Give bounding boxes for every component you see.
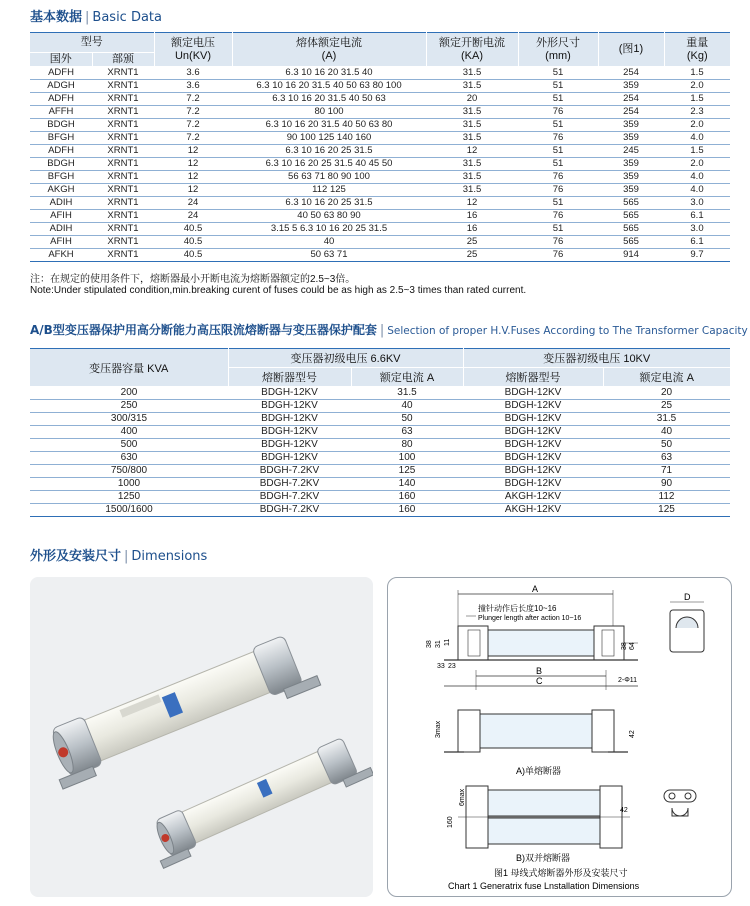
- dim-label-b: B: [536, 666, 543, 676]
- table-cell: BDGH-7.2KV: [228, 465, 351, 478]
- dimensions-title-en: Dimensions: [131, 549, 208, 564]
- table-cell: 125: [603, 504, 730, 517]
- selection-title: A/B型变压器保护用高分断能力高压限流熔断器与变压器保护配套 | Selection of proper H.V.Fuses According to The Transformer Capacity: [30, 323, 748, 338]
- table-cell: AKGH: [30, 184, 92, 197]
- table-cell: 51: [518, 67, 598, 80]
- basic-data-row: [30, 197, 730, 210]
- selection-row: [30, 491, 730, 504]
- table-cell: 40.5: [154, 236, 232, 249]
- selection-table: [30, 348, 730, 517]
- table-cell: 6.3 10 16 20 25 31.5: [232, 145, 426, 158]
- table-cell: 76: [518, 184, 598, 197]
- table-cell: 565: [598, 210, 664, 223]
- fuse-end-view: [670, 602, 704, 652]
- table-cell: 1000: [30, 478, 228, 491]
- table-cell: 6.3 10 16 20 31.5 40 50 63 80 100: [232, 80, 426, 93]
- table-cell: 31.5: [426, 171, 518, 184]
- selection-row: [30, 465, 730, 478]
- single-fuse-drawing: [444, 710, 628, 752]
- table-cell: 25: [426, 236, 518, 249]
- table-cell: 400: [30, 426, 228, 439]
- table-cell: 359: [598, 184, 664, 197]
- table-cell: 40: [603, 426, 730, 439]
- table-cell: 1.5: [664, 145, 730, 158]
- table-cell: ADGH: [30, 80, 92, 93]
- header-model: 型号: [30, 33, 154, 53]
- table-cell: 40: [232, 236, 426, 249]
- table-cell: 31.5: [426, 67, 518, 80]
- table-cell: 1250: [30, 491, 228, 504]
- table-cell: XRNT1: [92, 223, 154, 236]
- basic-data-row: [30, 80, 730, 93]
- basic-data-row: [30, 171, 730, 184]
- table-cell: 12: [154, 158, 232, 171]
- table-cell: 31.5: [603, 413, 730, 426]
- table-cell: 254: [598, 106, 664, 119]
- table-cell: 63: [603, 452, 730, 465]
- header-group-10kv: 变压器初级电压 10KV: [463, 349, 730, 368]
- table-cell: 9.7: [664, 249, 730, 262]
- table-cell: 6.3 10 16 20 25 31.5 40 45 50: [232, 158, 426, 171]
- table-cell: 7.2: [154, 132, 232, 145]
- table-cell: 31.5: [426, 119, 518, 132]
- table-cell: BDGH-12KV: [228, 413, 351, 426]
- table-cell: 359: [598, 171, 664, 184]
- dim-38b: 38: [621, 642, 628, 650]
- table-cell: 6.3 10 16 20 31.5 40: [232, 67, 426, 80]
- caption-single: A)单熔断器: [516, 766, 562, 776]
- basic-data-row: [30, 106, 730, 119]
- table-cell: 565: [598, 236, 664, 249]
- table-cell: BDGH: [30, 119, 92, 132]
- table-cell: BDGH-7.2KV: [228, 491, 351, 504]
- header-group-6-6kv: 变压器初级电压 6.6KV: [228, 349, 463, 368]
- table-cell: 359: [598, 119, 664, 132]
- plunger-en: Plunger length after action 10~16: [478, 615, 582, 622]
- table-cell: 76: [518, 171, 598, 184]
- table-cell: 140: [351, 478, 463, 491]
- small-fuse: [144, 732, 373, 868]
- table-cell: 6.1: [664, 236, 730, 249]
- table-cell: BDGH-12KV: [463, 400, 603, 413]
- table-cell: 31.5: [426, 106, 518, 119]
- table-cell: 254: [598, 93, 664, 106]
- table-cell: 750/800: [30, 465, 228, 478]
- table-cell: 50: [351, 413, 463, 426]
- dim-33: 33: [437, 663, 445, 670]
- note-cn: 注：在规定的使用条件下，熔断器最小开断电流为熔断器额定的2.5~3倍。: [30, 274, 356, 285]
- table-cell: 63: [351, 426, 463, 439]
- table-cell: 125: [351, 465, 463, 478]
- fuse-photo-illustration: [30, 577, 373, 897]
- table-cell: 7.2: [154, 119, 232, 132]
- table-cell: 2.0: [664, 158, 730, 171]
- table-cell: BDGH-7.2KV: [228, 478, 351, 491]
- plunger-cn: 撞针动作后长度10~16: [478, 604, 557, 613]
- dim-160: 160: [447, 816, 454, 828]
- table-cell: 50 63 71: [232, 249, 426, 262]
- table-cell: BDGH-12KV: [463, 439, 603, 452]
- dim-42b: 42: [620, 807, 628, 814]
- table-cell: 1.5: [664, 67, 730, 80]
- table-cell: XRNT1: [92, 67, 154, 80]
- selection-row: [30, 439, 730, 452]
- dim-6max: 6max: [459, 788, 466, 806]
- dimensions-title-cn: 外形及安装尺寸: [30, 549, 122, 564]
- table-cell: 20: [426, 93, 518, 106]
- table-cell: 4.0: [664, 132, 730, 145]
- selection-title-en: Selection of proper H.V.Fuses According to The Transformer Capacity: [387, 325, 748, 337]
- basic-data-title-cn: 基本数据: [30, 10, 83, 25]
- chart-caption-en: Chart 1 Generatrix fuse Lnstallation Dimensions: [448, 881, 640, 891]
- table-cell: 1500/1600: [30, 504, 228, 517]
- header-rated-current-1: 额定电流 A: [351, 368, 463, 387]
- dim-64: 64: [629, 642, 636, 650]
- table-cell: 80 100: [232, 106, 426, 119]
- table-cell: AFKH: [30, 249, 92, 262]
- table-cell: XRNT1: [92, 184, 154, 197]
- table-cell: 51: [518, 119, 598, 132]
- table-cell: 2.3: [664, 106, 730, 119]
- table-cell: 2.0: [664, 80, 730, 93]
- table-cell: 31.5: [426, 80, 518, 93]
- table-cell: 76: [518, 132, 598, 145]
- table-cell: 51: [518, 145, 598, 158]
- dim-38a: 38: [426, 640, 433, 648]
- table-cell: 4.0: [664, 171, 730, 184]
- note-en: Note:Under stipulated condition,min.breaking curent of fuses could be as high as 2.5~3 times than rated current.: [30, 285, 527, 296]
- dim-label-d: D: [684, 592, 691, 602]
- table-cell: 3.0: [664, 197, 730, 210]
- header-rated-current-2: 额定电流 A: [603, 368, 730, 387]
- table-cell: 90 100 125 140 160: [232, 132, 426, 145]
- table-cell: BFGH: [30, 132, 92, 145]
- table-cell: XRNT1: [92, 119, 154, 132]
- selection-row: [30, 504, 730, 517]
- dim-label-a: A: [532, 584, 539, 594]
- table-cell: 12: [426, 197, 518, 210]
- table-cell: 76: [518, 249, 598, 262]
- fuse-side-view: [444, 626, 638, 660]
- dim-42a: 42: [629, 730, 636, 738]
- table-cell: 4.0: [664, 184, 730, 197]
- table-cell: 565: [598, 223, 664, 236]
- table-cell: 359: [598, 80, 664, 93]
- header-fig: (图1): [598, 33, 664, 67]
- table-cell: XRNT1: [92, 236, 154, 249]
- table-cell: 31.5: [426, 184, 518, 197]
- selection-title-cn: A/B型变压器保护用高分断能力高压限流熔断器与变压器保护配套: [30, 323, 377, 337]
- table-cell: 7.2: [154, 106, 232, 119]
- table-cell: 254: [598, 67, 664, 80]
- table-cell: 565: [598, 197, 664, 210]
- table-cell: 24: [154, 197, 232, 210]
- dim-label-c: C: [536, 676, 543, 686]
- basic-data-title: 基本数据 | Basic Data: [30, 10, 162, 25]
- table-cell: 71: [603, 465, 730, 478]
- selection-row: [30, 413, 730, 426]
- dim-31: 31: [435, 640, 442, 648]
- table-cell: XRNT1: [92, 210, 154, 223]
- chart-caption-cn: 图1 母线式熔断器外形及安装尺寸: [494, 868, 628, 878]
- table-cell: ADFH: [30, 67, 92, 80]
- table-cell: 200: [30, 387, 228, 400]
- header-fuse-model-2: 熔断器型号: [463, 368, 603, 387]
- basic-data-row: [30, 158, 730, 171]
- table-cell: XRNT1: [92, 249, 154, 262]
- table-cell: 112 125: [232, 184, 426, 197]
- table-cell: 3.15 5 6.3 10 16 20 25 31.5: [232, 223, 426, 236]
- table-cell: 25: [603, 400, 730, 413]
- table-cell: BDGH-12KV: [463, 387, 603, 400]
- table-cell: 3.6: [154, 67, 232, 80]
- basic-data-row: [30, 184, 730, 197]
- basic-data-row: [30, 67, 730, 80]
- table-cell: 40.5: [154, 223, 232, 236]
- selection-row: [30, 478, 730, 491]
- selection-row: [30, 387, 730, 400]
- header-foreign: 国外: [30, 53, 92, 67]
- table-cell: 76: [518, 106, 598, 119]
- caption-double: B)双并熔断器: [516, 853, 571, 863]
- large-fuse: [40, 629, 320, 789]
- table-cell: 160: [351, 504, 463, 517]
- table-cell: 359: [598, 132, 664, 145]
- table-cell: 160: [351, 491, 463, 504]
- table-cell: AFIH: [30, 210, 92, 223]
- table-cell: 12: [154, 145, 232, 158]
- table-cell: 16: [426, 223, 518, 236]
- table-cell: 90: [603, 478, 730, 491]
- table-cell: 31.5: [351, 387, 463, 400]
- table-cell: 51: [518, 80, 598, 93]
- table-cell: 6.1: [664, 210, 730, 223]
- dim-3max: 3max: [435, 720, 442, 738]
- table-cell: BDGH: [30, 158, 92, 171]
- table-cell: BDGH-12KV: [228, 387, 351, 400]
- table-cell: 51: [518, 223, 598, 236]
- table-cell: BDGH-12KV: [463, 426, 603, 439]
- table-cell: 12: [426, 145, 518, 158]
- table-cell: BDGH-12KV: [228, 426, 351, 439]
- table-cell: 24: [154, 210, 232, 223]
- table-cell: 76: [518, 236, 598, 249]
- table-cell: ADIH: [30, 223, 92, 236]
- table-cell: 12: [154, 171, 232, 184]
- table-cell: 112: [603, 491, 730, 504]
- table-cell: BDGH-7.2KV: [228, 504, 351, 517]
- table-cell: 245: [598, 145, 664, 158]
- table-cell: 51: [518, 93, 598, 106]
- table-cell: 12: [154, 184, 232, 197]
- header-voltage: 额定电压 Un(KV): [154, 33, 232, 67]
- double-fuse-drawing: [458, 786, 630, 848]
- header-current: 熔体额定电流 (A): [232, 33, 426, 67]
- table-cell: 500: [30, 439, 228, 452]
- table-cell: 914: [598, 249, 664, 262]
- table-cell: 6.3 10 16 20 31.5 40 50 63 80: [232, 119, 426, 132]
- basic-data-row: [30, 210, 730, 223]
- basic-data-row: [30, 249, 730, 262]
- basic-data-row: [30, 132, 730, 145]
- table-cell: XRNT1: [92, 106, 154, 119]
- dim-11: 11: [444, 638, 451, 646]
- dim-23: 23: [448, 663, 456, 670]
- table-cell: 40.5: [154, 249, 232, 262]
- table-cell: 2.0: [664, 119, 730, 132]
- header-capacity: 变压器容量 KVA: [30, 349, 228, 387]
- table-cell: 630: [30, 452, 228, 465]
- table-cell: BDGH-12KV: [463, 478, 603, 491]
- dim-hole: 2-Φ11: [618, 677, 638, 684]
- fuse-photo: [30, 577, 373, 897]
- basic-data-row: [30, 236, 730, 249]
- table-cell: 1.5: [664, 93, 730, 106]
- table-cell: 76: [518, 210, 598, 223]
- table-cell: 40 50 63 80 90: [232, 210, 426, 223]
- table-cell: 3.6: [154, 80, 232, 93]
- table-cell: XRNT1: [92, 93, 154, 106]
- table-cell: 50: [603, 439, 730, 452]
- table-cell: 6.3 10 16 20 25 31.5: [232, 197, 426, 210]
- table-cell: ADFH: [30, 93, 92, 106]
- table-cell: 80: [351, 439, 463, 452]
- table-cell: 6.3 10 16 20 31.5 40 50 63: [232, 93, 426, 106]
- table-cell: XRNT1: [92, 197, 154, 210]
- selection-row: [30, 452, 730, 465]
- table-cell: 359: [598, 158, 664, 171]
- basic-data-row: [30, 119, 730, 132]
- table-cell: BDGH-12KV: [463, 413, 603, 426]
- table-cell: XRNT1: [92, 132, 154, 145]
- table-cell: 7.2: [154, 93, 232, 106]
- header-ministry: 部颁: [92, 53, 154, 67]
- header-weight: 重量 (Kg): [664, 33, 730, 67]
- table-cell: 20: [603, 387, 730, 400]
- table-cell: BDGH-12KV: [228, 400, 351, 413]
- table-cell: BDGH-12KV: [228, 452, 351, 465]
- header-breaking: 额定开断电流 (KA): [426, 33, 518, 67]
- table-cell: XRNT1: [92, 158, 154, 171]
- header-size: 外形尺寸 (mm): [518, 33, 598, 67]
- table-cell: 31.5: [426, 132, 518, 145]
- table-cell: XRNT1: [92, 80, 154, 93]
- table-cell: 3.0: [664, 223, 730, 236]
- table-cell: BDGH-12KV: [228, 439, 351, 452]
- table-cell: 56 63 71 80 90 100: [232, 171, 426, 184]
- table-cell: BFGH: [30, 171, 92, 184]
- table-cell: BDGH-12KV: [463, 465, 603, 478]
- table-cell: 31.5: [426, 158, 518, 171]
- table-cell: 300/315: [30, 413, 228, 426]
- dimensions-title: 外形及安装尺寸 | Dimensions: [30, 549, 208, 564]
- table-cell: BDGH-12KV: [463, 452, 603, 465]
- table-cell: 100: [351, 452, 463, 465]
- selection-row: [30, 426, 730, 439]
- table-cell: XRNT1: [92, 145, 154, 158]
- basic-data-table: [30, 32, 730, 262]
- basic-data-row: [30, 93, 730, 106]
- table-cell: AFFH: [30, 106, 92, 119]
- dimension-drawing: [387, 577, 732, 897]
- table-cell: ADIH: [30, 197, 92, 210]
- table-cell: AKGH-12KV: [463, 491, 603, 504]
- bracket-icon: [664, 790, 696, 816]
- table-cell: 51: [518, 197, 598, 210]
- table-cell: 250: [30, 400, 228, 413]
- table-cell: 40: [351, 400, 463, 413]
- table-cell: XRNT1: [92, 171, 154, 184]
- basic-data-row: [30, 223, 730, 236]
- header-fuse-model-1: 熔断器型号: [228, 368, 351, 387]
- basic-data-row: [30, 145, 730, 158]
- table-cell: AKGH-12KV: [463, 504, 603, 517]
- table-cell: 51: [518, 158, 598, 171]
- basic-data-title-en: Basic Data: [92, 10, 162, 25]
- table-cell: 25: [426, 249, 518, 262]
- table-cell: 16: [426, 210, 518, 223]
- selection-row: [30, 400, 730, 413]
- table-cell: AFIH: [30, 236, 92, 249]
- table-cell: ADFH: [30, 145, 92, 158]
